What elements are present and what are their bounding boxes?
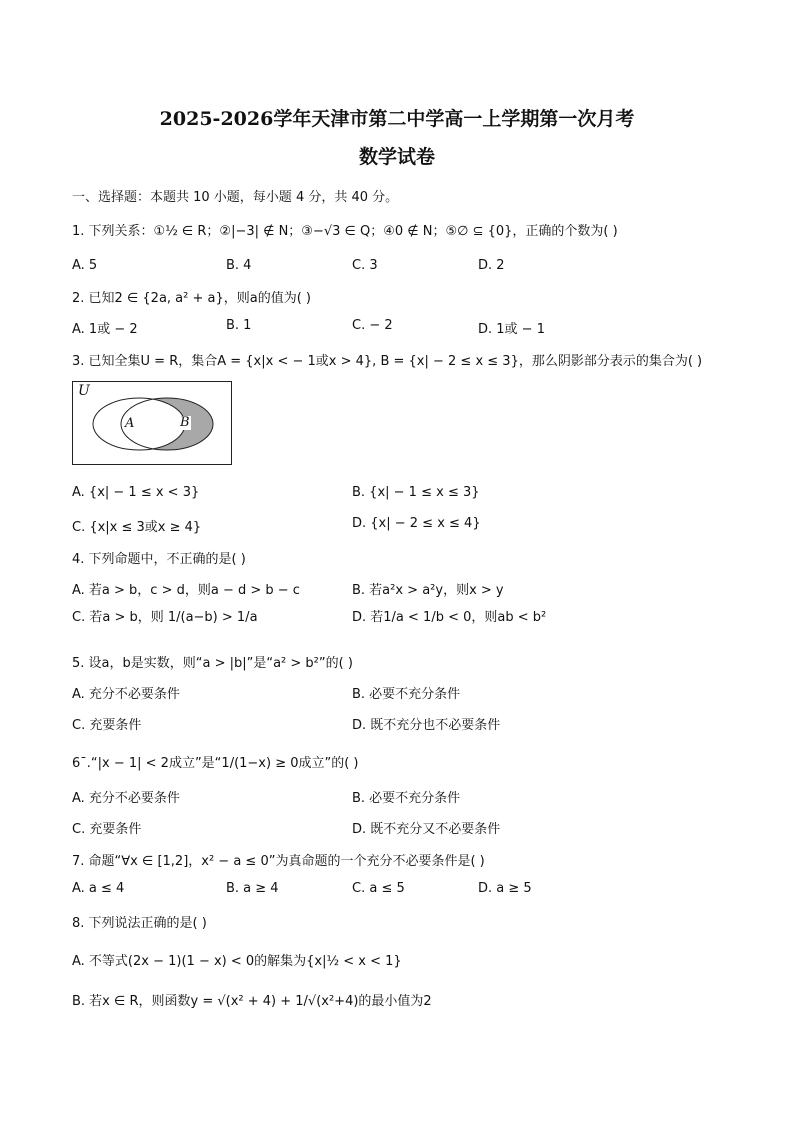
set-b-label: B — [180, 415, 190, 430]
q6-option-a: A. 充分不必要条件 — [72, 791, 180, 806]
q6-option-b: B. 必要不充分条件 — [352, 791, 461, 806]
q1-option-d: D. 2 — [478, 258, 505, 273]
q5-option-c: C. 充要条件 — [72, 718, 142, 733]
question-5-stem: 5. 设a，b是实数，则“a > |b|”是“a² > b²”的( ) — [72, 656, 353, 671]
question-7-stem: 7. 命题“∀x ∈ [1,2]，x² − a ≤ 0”为真命题的一个充分不必要条件是( ) — [72, 854, 485, 869]
q3-option-c: C. {x|x ≤ 3或x ≥ 4} — [72, 520, 202, 535]
q1-option-c: C. 3 — [352, 258, 378, 273]
section-heading: 一、选择题：本题共 10 小题，每小题 4 分，共 40 分。 — [72, 190, 399, 205]
q5-option-d: D. 既不充分也不必要条件 — [352, 718, 501, 733]
q1-option-a: A. 5 — [72, 258, 98, 273]
q2-option-b: B. 1 — [226, 318, 252, 333]
q5-option-b: B. 必要不充分条件 — [352, 687, 461, 702]
exam-subtitle: 数学试卷 — [358, 146, 435, 168]
q2-option-d: D. 1或 − 1 — [478, 322, 545, 337]
q3-option-a: A. {x| − 1 ≤ x < 3} — [72, 485, 200, 500]
set-a-label: A — [125, 416, 135, 431]
question-6-stem: 6¯.“|x − 1| < 2成立”是“1/(1−x) ≥ 0成立”的( ) — [72, 756, 359, 771]
q7-option-b: B. a ≥ 4 — [226, 881, 279, 896]
q6-option-c: C. 充要条件 — [72, 822, 142, 837]
q7-option-a: A. a ≤ 4 — [72, 881, 125, 896]
q4-option-a: A. 若a > b，c > d，则a − d > b − c — [72, 583, 300, 598]
q3-option-b: B. {x| − 1 ≤ x ≤ 3} — [352, 485, 480, 500]
q8-option-a: A. 不等式(2x − 1)(1 − x) < 0的解集为{x|½ < x < 1} — [72, 954, 402, 969]
question-4-stem: 4. 下列命题中，不正确的是( ) — [72, 552, 246, 567]
q5-option-a: A. 充分不必要条件 — [72, 687, 180, 702]
question-3-stem: 3. 已知全集U = R，集合A = {x|x < − 1或x > 4}, B = {x| − 2 ≤ x ≤ 3}，那么阴影部分表示的集合为( ) — [72, 354, 703, 369]
q6-option-d: D. 既不充分又不必要条件 — [352, 822, 501, 837]
venn-diagram — [72, 381, 232, 465]
question-8-stem: 8. 下列说法正确的是( ) — [72, 916, 207, 931]
q4-option-c: C. 若a > b，则 1/(a−b) > 1/a — [72, 610, 258, 625]
universal-set-label: U — [78, 383, 90, 399]
q3-option-d: D. {x| − 2 ≤ x ≤ 4} — [352, 516, 481, 531]
q2-option-c: C. − 2 — [352, 318, 393, 333]
q2-option-a: A. 1或 − 2 — [72, 322, 138, 337]
set-a-ellipse — [93, 398, 185, 450]
q7-option-d: D. a ≥ 5 — [478, 881, 532, 896]
q4-option-b: B. 若a²x > a²y，则x > y — [352, 583, 504, 598]
venn-svg — [73, 382, 233, 466]
q8-option-b: B. 若x ∈ R，则函数y = √(x² + 4) + 1/√(x²+4)的最小值为2 — [72, 994, 432, 1009]
q4-option-d: D. 若1/a < 1/b < 0，则ab < b² — [352, 610, 547, 625]
question-2-stem: 2. 已知2 ∈ {2a, a² + a}，则a的值为( ) — [72, 291, 311, 306]
question-1-stem: 1. 下列关系：①½ ∈ R；②|−3| ∉ N；③−√3 ∈ Q；④0 ∉ N；⑤∅ ⊆ {0}，正确的个数为( ) — [72, 224, 618, 239]
exam-title: 2025-2026学年天津市第二中学高一上学期第一次月考 — [159, 108, 635, 130]
q1-option-b: B. 4 — [226, 258, 252, 273]
q7-option-c: C. a ≤ 5 — [352, 881, 405, 896]
